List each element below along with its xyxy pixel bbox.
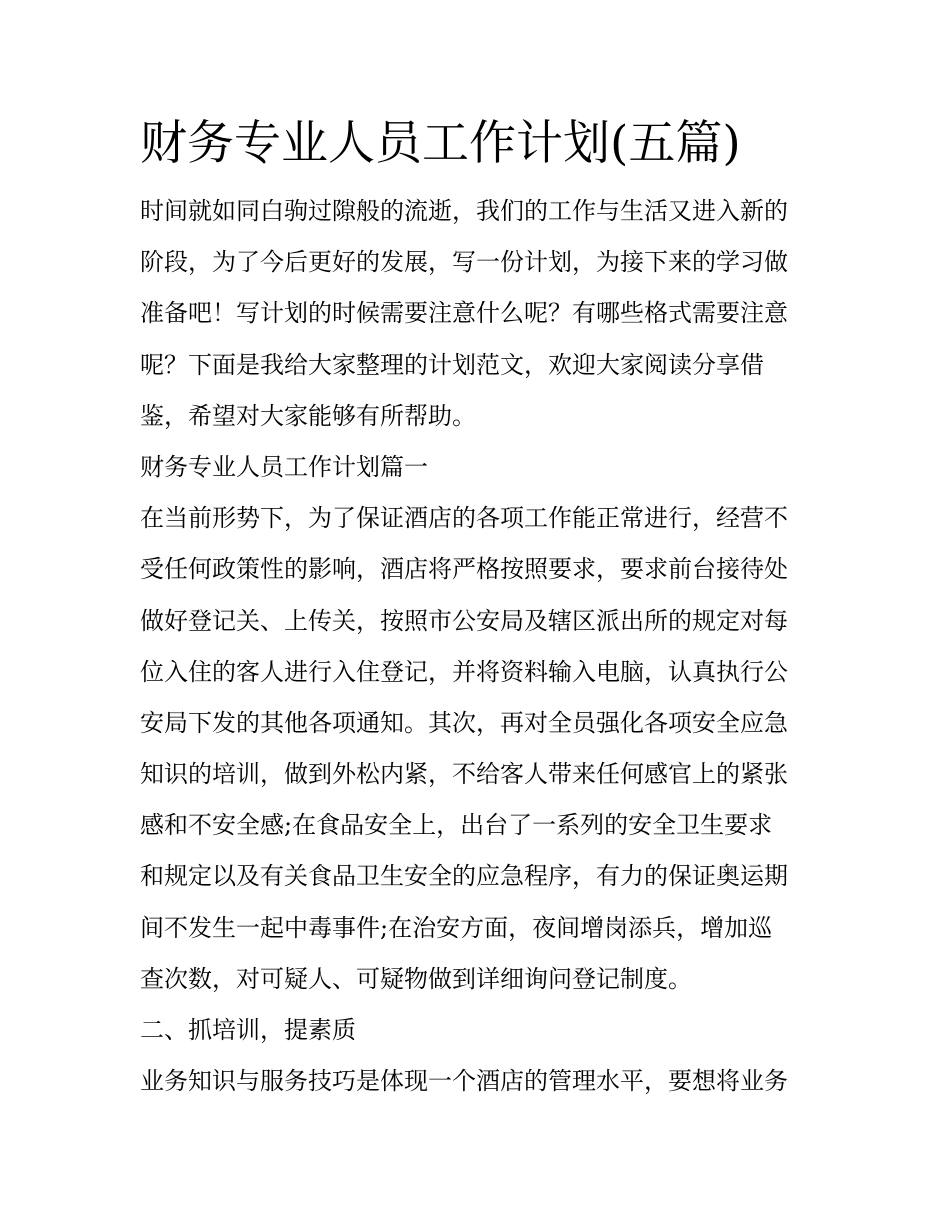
intro-line: 时间就如同白驹过隙般的流逝，我们的工作与生活又进入新的	[140, 197, 788, 225]
body-line: 间不发生一起中毒事件;在治安方面，夜间增岗添兵，增加巡	[140, 913, 773, 942]
intro-paragraph	[140, 186, 820, 442]
body-line: 做好登记关、上传关，按照市公安局及辖区派出所的规定对每	[140, 606, 788, 635]
intro-line: 呢？下面是我给大家整理的计划范文，欢迎大家阅读分享借	[140, 350, 764, 379]
intro-line: 阶段，为了今后更好的发展，写一份计划，为接下来的学习做	[140, 248, 788, 277]
document-title: 财务专业人员工作计划(五篇)	[140, 116, 741, 171]
subheading-2	[140, 1005, 820, 1056]
document-page	[140, 112, 820, 1107]
body-line: 知识的培训，做到外松内紧，不给客人带来任何感官上的紧张	[140, 760, 788, 789]
intro-line: 鉴，希望对大家能够有所帮助。	[140, 401, 476, 430]
body-line: 在当前形势下，为了保证酒店的各项工作能正常进行，经营不	[140, 504, 788, 533]
body-line: 受任何政策性的影响，酒店将严格按照要求，要求前台接待处	[140, 555, 788, 584]
intro-line: 准备吧！写计划的时候需要注意什么呢？有哪些格式需要注意	[140, 299, 788, 328]
body-line: 业务知识与服务技巧是体现一个酒店的管理水平，要想将业务	[140, 1067, 788, 1096]
body-line: 感和不安全感;在食品安全上，出台了一系列的安全卫生要求	[140, 811, 773, 840]
body-line: 和规定以及有关食品卫生安全的应急程序，有力的保证奥运期	[140, 862, 788, 891]
section1-paragraph	[140, 493, 820, 1005]
body-line: 安局下发的其他各项通知。其次，再对全员强化各项安全应急	[140, 708, 788, 737]
section1-heading	[140, 442, 820, 493]
body-line: 位入住的客人进行入住登记，并将资料输入电脑，认真执行公	[140, 657, 788, 686]
section2-paragraph	[140, 1056, 820, 1107]
section-heading-line: 财务专业人员工作计划篇一	[140, 452, 428, 481]
subheading-line: 二、抓培训，提素质	[140, 1016, 356, 1044]
body-line: 查次数，对可疑人、可疑物做到详细询问登记制度。	[140, 964, 692, 993]
